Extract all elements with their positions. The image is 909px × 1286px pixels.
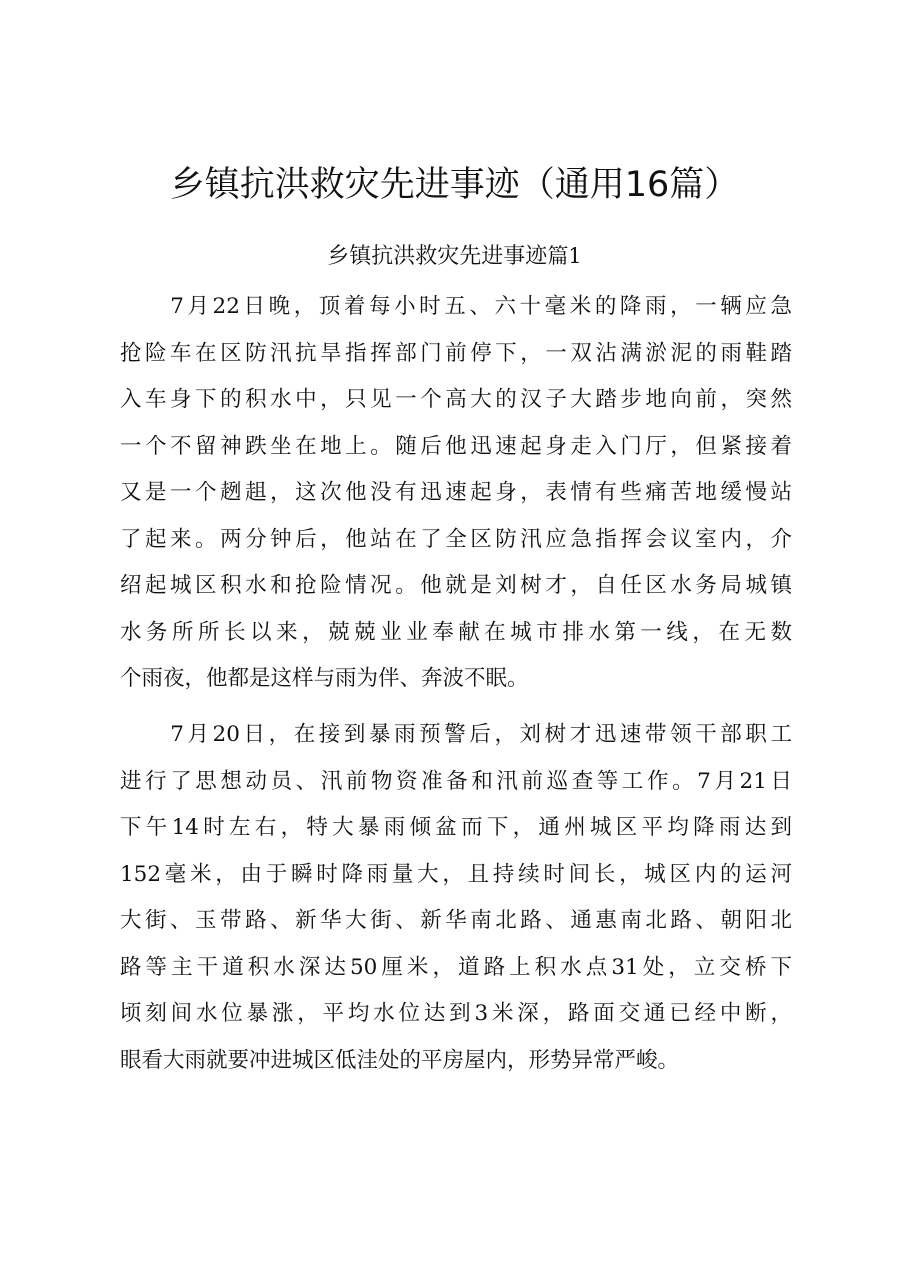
paragraph-line: 眼看大雨就要冲进城区低洼处的平房屋内，形势异常严峻。 (120, 1047, 680, 1073)
paragraph-line: 个雨夜，他都是这样与雨为伴、奔波不眠。 (120, 666, 529, 691)
paragraph-line: 7月22日晚，顶着每小时五、六十毫米的降雨，一辆应急 (120, 294, 792, 319)
paragraph-line: 路等主干道积水深达50厘米，道路上积水点31处，立交桥下 (120, 954, 792, 980)
paragraph-line: 一个不留神跌坐在地上。随后他迅速起身走入门厅，但紧接着 (120, 433, 792, 459)
paragraph-line: 大街、玉带路、新华大街、新华南北路、通惠南北路、朝阳北 (120, 908, 792, 933)
paragraph-line: 绍起城区积水和抢险情况。他就是刘树才，自任区水务局城镇 (120, 573, 792, 598)
paragraph-2 (120, 712, 792, 1084)
section-heading-number: 篇1 (547, 244, 582, 268)
paragraph-line: 进行了思想动员、汛前物资准备和汛前巡查等工作。7月21日 (120, 768, 792, 794)
paragraph-line: 152毫米，由于瞬时降雨量大，且持续时间长，城区内的运河 (120, 861, 792, 887)
paragraph-line: 了起来。两分钟后，他站在了全区防汛应急指挥会议室内，介 (120, 526, 792, 552)
section-heading (0, 236, 909, 277)
paragraph-line: 水务所所长以来，兢兢业业奉献在城市排水第一线，在无数 (120, 619, 792, 645)
paragraph-1 (120, 284, 792, 703)
section-heading-text: 乡镇抗洪救灾先进事迹 (327, 244, 548, 269)
paragraph-line: 又是一个趔趄，这次他没有迅速起身，表情有些痛苦地缓慢站 (120, 480, 792, 505)
paragraph-line: 顷刻间水位暴涨，平均水位达到3米深，路面交通已经中断， (120, 1001, 792, 1026)
paragraph-line: 下午14时左右，特大暴雨倾盆而下，通州城区平均降雨达到 (120, 815, 792, 840)
document-title: 乡镇抗洪救灾先进事迹（通用16篇） (169, 165, 740, 205)
paragraph-line: 入车身下的积水中，只见一个高大的汉子大踏步地向前，突然 (120, 387, 792, 412)
paragraph-line: 7月20日，在接到暴雨预警后，刘树才迅速带领干部职工 (120, 722, 792, 747)
paragraph-line: 抢险车在区防汛抗旱指挥部门前停下，一双沾满淤泥的雨鞋踏 (120, 340, 792, 366)
